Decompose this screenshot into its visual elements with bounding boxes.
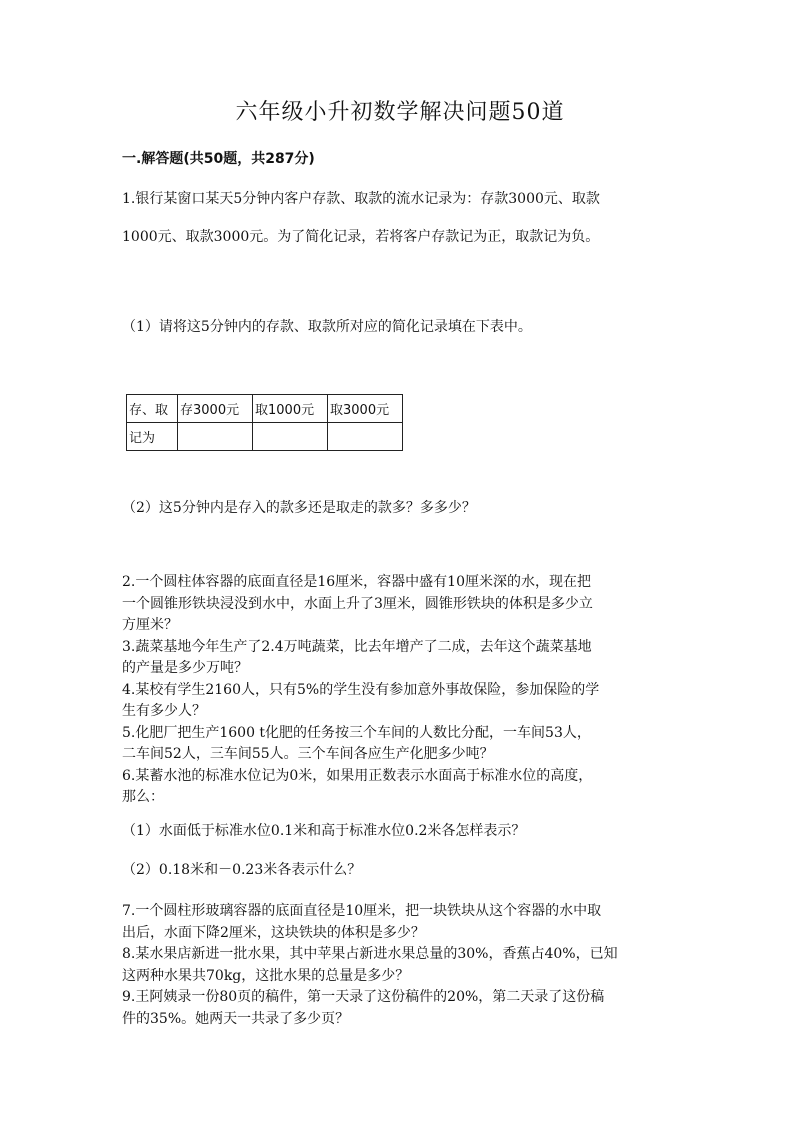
question-line: 6.某蓄水池的标准水位记为0米，如果用正数表示水面高于标准水位的高度， xyxy=(122,767,593,784)
question-line: 一个圆锥形铁块浸没到水中，水面上升了3厘米，圆锥形铁块的体积是多少立 xyxy=(122,595,593,612)
question-line: 8.某水果店新进一批水果，其中苹果占新进水果总量的30%，香蕉占40%，已知 xyxy=(122,946,618,962)
question-line: 5.化肥厂把生产1600 t化肥的任务按三个车间的人数比分配，一车间53人， xyxy=(122,724,591,741)
answer-cell xyxy=(328,423,403,451)
table-row xyxy=(127,423,403,451)
q1-sub-question-2: （2）这5分钟内是存入的款多还是取走的款多？多多少？ xyxy=(122,500,476,516)
table-cell: 存3000元 xyxy=(178,395,253,423)
question-line: 这两种水果共70kg，这批水果的总量是多少？ xyxy=(122,967,410,984)
question-line: 二车间52人，三车间55人。三个车间各应生产化肥多少吨？ xyxy=(122,746,494,762)
q1-line-1: 1.银行某窗口某天5分钟内客户存款、取款的流水记录为：存款3000元、取款 xyxy=(122,191,600,207)
table-cell: 取3000元 xyxy=(328,395,403,423)
table-cell: 存、取 xyxy=(127,395,178,423)
section-heading: 一.解答题(共50题，共287分) xyxy=(122,151,315,167)
question-line: 9.王阿姨录一份80页的稿件，第一天录了这份稿件的20%，第二天录了这份稿 xyxy=(122,989,605,1005)
table-row xyxy=(127,395,403,423)
question-line: 那么： xyxy=(122,789,164,805)
question-line: 方厘米？ xyxy=(122,617,178,633)
question-line: 2.一个圆柱体容器的底面直径是16厘米，容器中盛有10厘米深的水，现在把 xyxy=(122,574,591,590)
record-table xyxy=(126,394,403,451)
page-title: 六年级小升初数学解决问题50道 xyxy=(235,100,565,125)
questions-block-1 xyxy=(122,572,682,809)
question-line: 的产量是多少万吨？ xyxy=(122,660,248,676)
q6-sub-question-2: （2）0.18米和－0.23米各表示什么？ xyxy=(122,862,362,878)
question-line: 出后，水面下降2厘米，这块铁块的体积是多少？ xyxy=(122,924,425,941)
table-cell: 取1000元 xyxy=(253,395,328,423)
table-cell: 记为 xyxy=(127,423,178,451)
question-line: 7.一个圆柱形玻璃容器的底面直径是10厘米，把一块铁块从这个容器的水中取 xyxy=(122,903,602,919)
questions-block-2 xyxy=(122,901,682,1030)
q1-line-2: 1000元、取款3000元。为了简化记录，若将客户存款记为正，取款记为负。 xyxy=(122,229,600,245)
question-line: 3.蔬菜基地今年生产了2.4万吨蔬菜，比去年增产了二成，去年这个蔬菜基地 xyxy=(122,638,592,655)
q1-sub-question-1: （1）请将这5分钟内的存款、取款所对应的简化记录填在下表中。 xyxy=(122,319,532,335)
question-line: 件的35%。她两天一共录了多少页？ xyxy=(122,1010,350,1027)
question-line: 生有多少人？ xyxy=(122,703,206,719)
q6-sub-question-1: （1）水面低于标准水位0.1米和高于标准水位0.2米各怎样表示？ xyxy=(122,823,526,839)
answer-cell xyxy=(178,423,253,451)
answer-cell xyxy=(253,423,328,451)
question-line: 4.某校有学生2160人，只有5%的学生没有参加意外事故保险，参加保险的学 xyxy=(122,681,600,698)
